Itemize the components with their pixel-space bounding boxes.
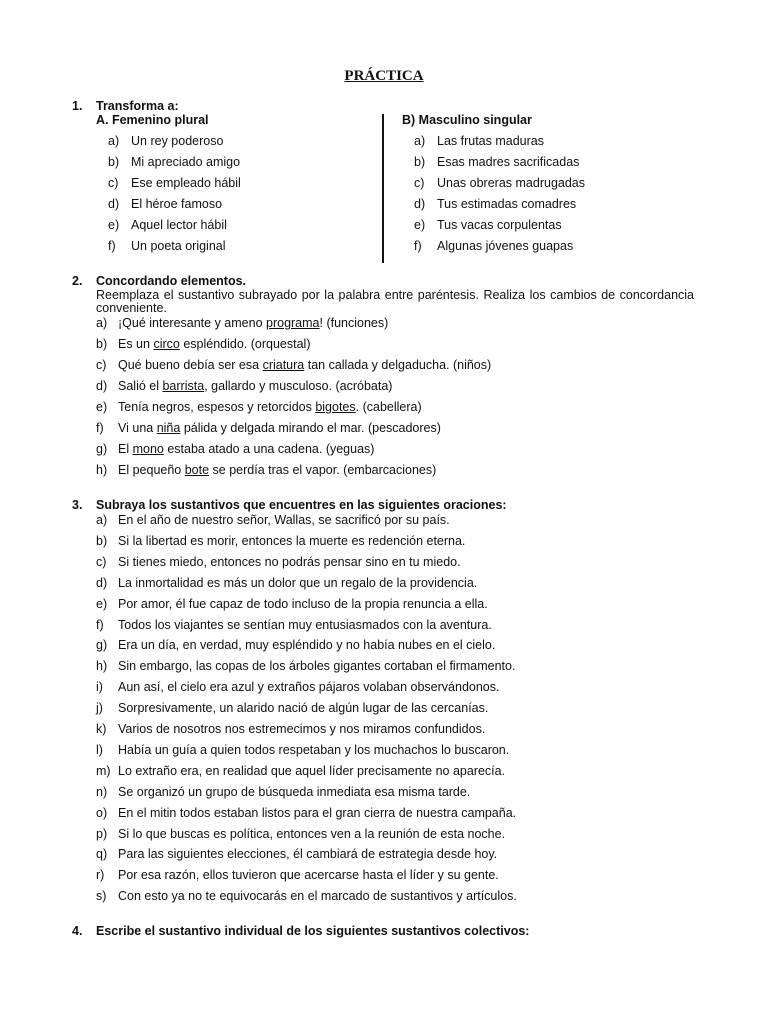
list-marker: h) xyxy=(96,659,108,674)
section-4-number: 4. xyxy=(72,924,83,938)
column-a-heading: A. Femenino plural xyxy=(96,113,209,127)
list-marker: k) xyxy=(96,722,107,736)
list-marker: s) xyxy=(96,889,107,904)
sentence-start: El xyxy=(118,442,133,456)
section-2-instructions: Reemplaza el sustantivo subrayado por la palabra entre paréntesis. Realiza los cambios de concordancia conveniente. xyxy=(96,288,694,315)
list-item-text: Sorpresivamente, un alarido nació de algún lugar de las cercanías. xyxy=(118,701,489,716)
underlined-noun: bigotes xyxy=(315,400,356,414)
list-item-text: Se organizó un grupo de búsqueda inmediata esa misma tarde. xyxy=(118,784,471,799)
column-b-heading: B) Masculino singular xyxy=(402,113,532,127)
list-item-text: Algunas jóvenes guapas xyxy=(437,239,574,253)
list-marker: b) xyxy=(96,337,108,351)
list-item-text: Si tienes miedo, entonces no podrás pensar sino en tu miedo. xyxy=(118,554,461,569)
list-item-text: La inmortalidad es más un dolor que un regalo de la providencia. xyxy=(118,575,478,590)
list-item-text: Todos los viajantes se sentían muy entusiasmados con la aventura. xyxy=(118,617,492,632)
list-item-text xyxy=(118,421,441,435)
underlined-noun: bote xyxy=(184,463,210,477)
section-1-heading: Transforma a: xyxy=(96,99,179,113)
section-4-heading: Escribe el sustantivo individual de los siguientes sustantivos colectivos: xyxy=(96,924,530,938)
list-marker: l) xyxy=(96,742,103,757)
list-item-text: Unas obreras madrugadas xyxy=(437,176,585,190)
list-item-text: Por amor, él fue capaz de todo incluso de la propia renuncia a ella. xyxy=(118,596,488,611)
list-item-text: Era un día, en verdad, muy espléndido y no había nubes en el cielo. xyxy=(118,638,496,653)
sentence-start: Qué bueno debía ser esa xyxy=(118,358,263,372)
list-item-text: Para las siguientes elecciones, él cambiará de estrategia desde hoy. xyxy=(118,847,498,862)
list-marker: j) xyxy=(96,701,103,716)
list-marker: d) xyxy=(108,197,120,211)
sentence-start: El pequeño xyxy=(118,463,185,477)
list-marker: p) xyxy=(96,826,108,841)
list-marker: c) xyxy=(108,176,119,190)
underlined-noun: programa xyxy=(266,316,320,330)
list-marker: a) xyxy=(96,513,108,527)
sentence-start: Es un xyxy=(118,337,154,351)
list-marker: i) xyxy=(96,680,103,695)
section-2-number: 2. xyxy=(72,274,83,288)
list-item-text: Un poeta original xyxy=(131,239,226,253)
list-marker: o) xyxy=(96,805,108,820)
underlined-noun: criatura xyxy=(262,358,305,372)
list-item-text: Lo extraño era, en realidad que aquel líder precisamente no aparecía. xyxy=(118,763,506,778)
list-item-text: Mi apreciado amigo xyxy=(131,155,241,169)
list-item-text: Si la libertad es morir, entonces la muerte es redención eterna. xyxy=(118,533,466,548)
list-marker: r) xyxy=(96,868,105,883)
page-title: PRÁCTICA xyxy=(344,68,424,84)
list-marker: f) xyxy=(414,239,422,253)
sentence-end: se perdía tras el vapor. (embarcaciones) xyxy=(209,463,437,477)
sentence-end: ! (funciones) xyxy=(319,316,389,330)
list-item-text: En el año de nuestro señor, Wallas, se sacrificó por su país. xyxy=(118,513,450,527)
list-marker: a) xyxy=(96,316,108,330)
list-marker: c) xyxy=(96,358,107,372)
list-marker: e) xyxy=(96,400,108,414)
list-item-text: Si lo que buscas es política, entonces ven a la reunión de esta noche. xyxy=(118,826,506,841)
list-item-text xyxy=(118,442,374,456)
list-item-text xyxy=(118,379,392,393)
list-item-text xyxy=(118,463,436,477)
list-item-text: Varios de nosotros nos estremecimos y nos miramos confundidos. xyxy=(118,722,486,736)
section-3-heading: Subraya los sustantivos que encuentres en las siguientes oraciones: xyxy=(96,498,507,512)
section-3-number: 3. xyxy=(72,498,83,512)
list-item-text xyxy=(118,358,491,372)
list-marker: g) xyxy=(96,442,108,456)
list-item-text: Por esa razón, ellos tuvieron que acercarse hasta el líder y su gente. xyxy=(118,868,499,883)
list-item-text xyxy=(118,316,388,330)
list-marker: e) xyxy=(108,218,120,232)
underlined-noun: barrista xyxy=(162,379,205,393)
sentence-start: Tenía negros, espesos y retorcidos xyxy=(118,400,316,414)
list-marker: f) xyxy=(96,421,104,435)
sentence-start: ¡Qué interesante y ameno xyxy=(118,316,266,330)
list-marker: n) xyxy=(96,784,108,799)
list-item-text: Esas madres sacrificadas xyxy=(437,155,580,169)
sentence-end: . (cabellera) xyxy=(355,400,422,414)
list-item-text: El héroe famoso xyxy=(131,197,223,211)
list-item-text: Las frutas maduras xyxy=(437,134,544,148)
list-marker: c) xyxy=(96,554,107,569)
list-marker: f) xyxy=(108,239,116,253)
list-marker: b) xyxy=(414,155,426,169)
column-divider xyxy=(382,114,384,263)
list-item-text: En el mitin todos estaban listos para el gran cierra de nuestra campaña. xyxy=(118,805,517,820)
list-marker: g) xyxy=(96,638,108,653)
list-marker: f) xyxy=(96,617,104,632)
sentence-start: Vi una xyxy=(118,421,157,435)
list-item-text: Tus estimadas comadres xyxy=(437,197,577,211)
list-item-text: Aquel lector hábil xyxy=(131,218,227,232)
list-item-text: Había un guía a quien todos respetaban y los muchachos lo buscaron. xyxy=(118,742,510,757)
list-item-text xyxy=(118,337,310,351)
section-2-heading: Concordando elementos. xyxy=(96,274,247,288)
list-item-text: Un rey poderoso xyxy=(131,134,224,148)
sentence-end: tan callada y delgaducha. (niños) xyxy=(304,358,492,372)
sentence-end: , gallardo y musculoso. (acróbata) xyxy=(204,379,393,393)
list-marker: d) xyxy=(96,575,108,590)
list-marker: a) xyxy=(108,134,120,148)
list-marker: e) xyxy=(414,218,426,232)
list-marker: b) xyxy=(108,155,120,169)
sentence-end: espléndido. (orquestal) xyxy=(179,337,311,351)
list-item-text: Ese empleado hábil xyxy=(131,176,241,190)
list-item-text: Tus vacas corpulentas xyxy=(437,218,562,232)
sentence-start: Salió el xyxy=(118,379,163,393)
list-item-text: Aun así, el cielo era azul y extraños pájaros volaban observándonos. xyxy=(118,680,500,695)
list-marker: m) xyxy=(96,763,111,778)
list-marker: h) xyxy=(96,463,108,477)
list-marker: q) xyxy=(96,847,108,862)
list-item-text: Con esto ya no te equivocarás en el marcado de sustantivos y artículos. xyxy=(118,889,517,904)
underlined-noun: niña xyxy=(156,421,181,435)
section-1-number: 1. xyxy=(72,99,83,113)
list-item-text xyxy=(118,400,422,414)
sentence-end: estaba atado a una cadena. (yeguas) xyxy=(163,442,375,456)
list-marker: e) xyxy=(96,596,108,611)
list-marker: d) xyxy=(414,197,426,211)
list-marker: b) xyxy=(96,533,108,548)
list-marker: c) xyxy=(414,176,425,190)
underlined-noun: mono xyxy=(132,442,164,456)
sentence-end: pálida y delgada mirando el mar. (pescadores) xyxy=(180,421,441,435)
list-marker: d) xyxy=(96,379,108,393)
list-marker: a) xyxy=(414,134,426,148)
underlined-noun: circo xyxy=(153,337,180,351)
list-item-text: Sin embargo, las copas de los árboles gigantes cortaban el firmamento. xyxy=(118,659,516,674)
